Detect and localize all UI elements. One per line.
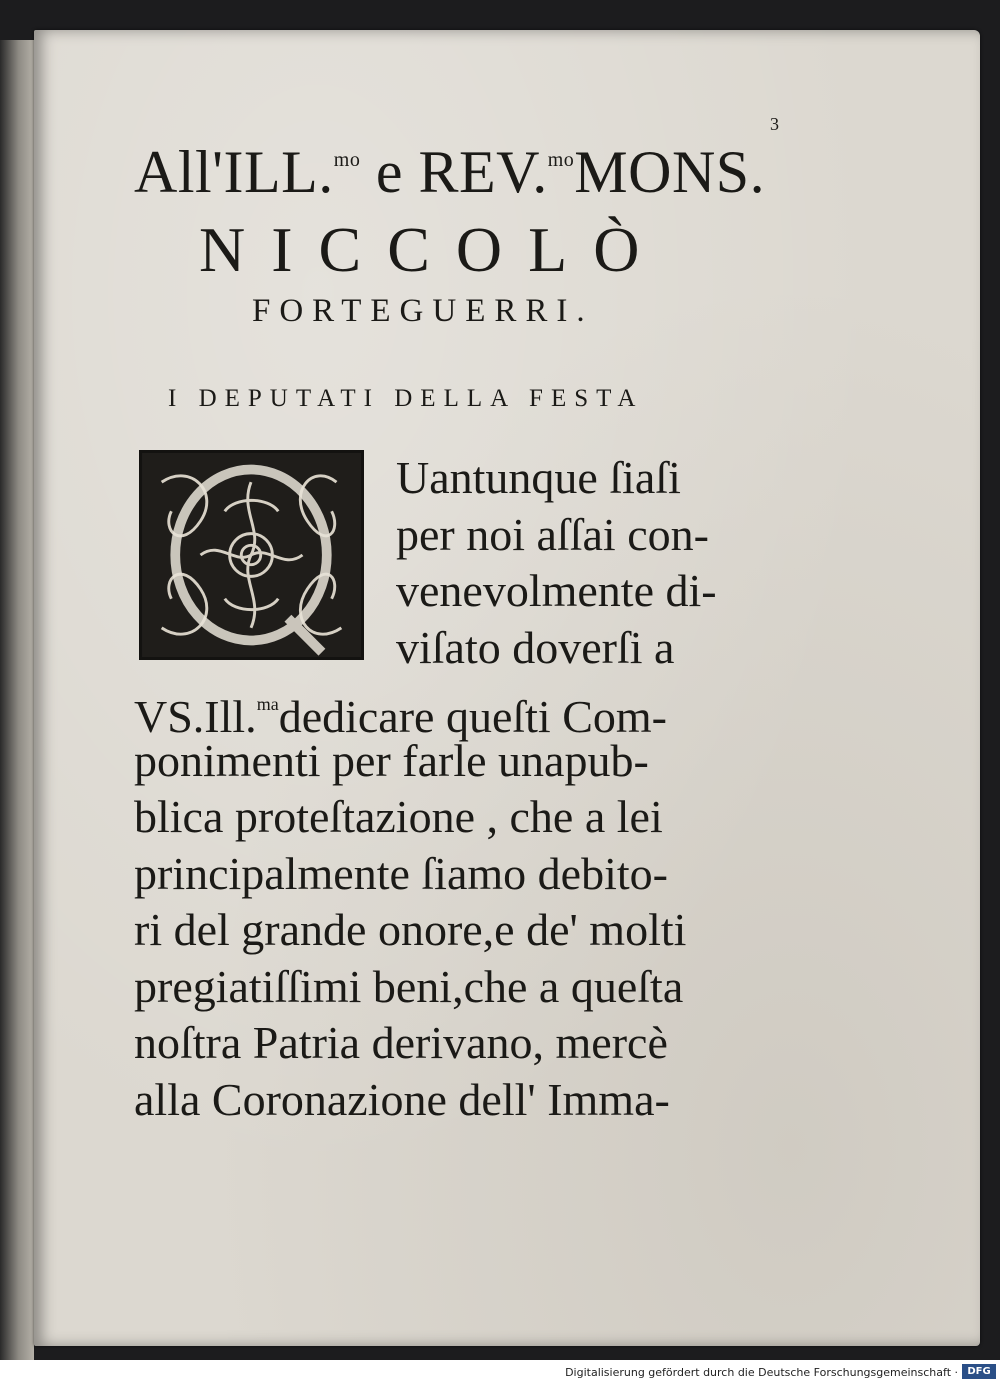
footer-bar bbox=[0, 1360, 1000, 1384]
text-line: ri del grande onore,e de' molti bbox=[134, 904, 687, 955]
superscript-ma: ma bbox=[256, 694, 279, 714]
dfg-logo-icon: DFG bbox=[962, 1364, 996, 1379]
text-line: venevolmente di- bbox=[396, 565, 717, 616]
text-line: noſtra Patria derivano, mercè bbox=[134, 1017, 668, 1068]
heading-sup-mo-2: mo bbox=[547, 149, 575, 171]
text-fragment: dedicare queſti Com- bbox=[278, 691, 667, 742]
book-page bbox=[34, 30, 980, 1346]
text-line: viſato doverſi a bbox=[396, 621, 675, 673]
text-fragment: VS.Ill. bbox=[134, 691, 257, 742]
heading-part-rev: e REV. bbox=[360, 139, 548, 205]
page-number: 3 bbox=[770, 114, 779, 134]
text-line: Uantunque ſiaſi bbox=[396, 452, 681, 503]
heading-part-all-ill: All'ILL. bbox=[134, 139, 334, 205]
text-line: pregiatiſſimi beni,che a queſta bbox=[134, 960, 684, 1012]
text-line: ponimenti per farle unapub- bbox=[134, 734, 649, 786]
text-line bbox=[134, 676, 717, 742]
heading-part-mons: MONS. bbox=[574, 139, 766, 205]
deputati-heading: I DEPUTATI DELLA FESTA bbox=[168, 385, 644, 412]
funding-credit: Digitalisierung gefördert durch die Deutsche Forschungsgemeinschaft · bbox=[565, 1366, 958, 1379]
previous-page-edge bbox=[0, 40, 34, 1360]
text-line: alla Coronazione dell' Imma- bbox=[134, 1073, 670, 1125]
dedicatee-name: NICCOLÒ bbox=[199, 214, 666, 285]
dedication-heading bbox=[134, 125, 834, 207]
heading-sup-mo-1: mo bbox=[333, 149, 361, 171]
dedicatee-surname: FORTEGUERRI. bbox=[252, 293, 594, 329]
text-line: blica proteſtazione , che a lei bbox=[134, 791, 663, 842]
text-line: per noi aſſai con- bbox=[396, 508, 709, 560]
text-line: principalmente ſiamo debito- bbox=[134, 847, 668, 899]
body-text bbox=[134, 450, 717, 1128]
